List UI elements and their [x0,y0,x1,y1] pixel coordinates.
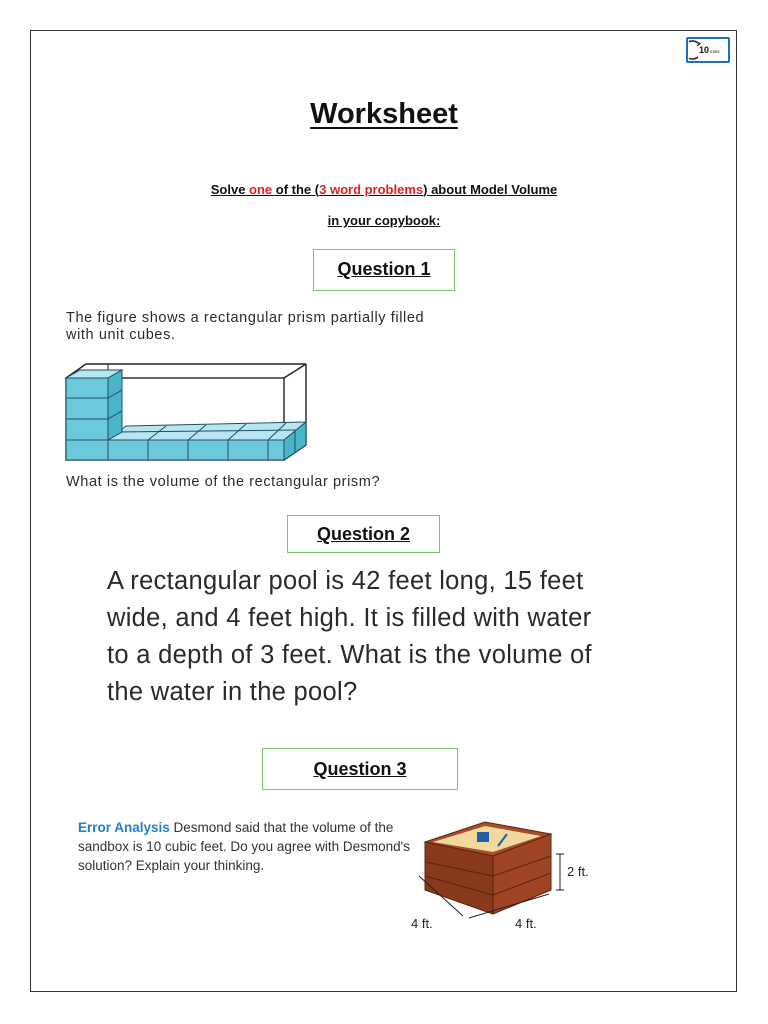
question-1-prompt: The figure shows a rectangular prism partially filled with unit cubes. [66,310,425,343]
instruction-emphasis-one: one [249,182,273,197]
question-2-label: Question 2 [287,515,440,553]
error-analysis-heading: Error Analysis [78,820,170,835]
question-3-label: Question 3 [262,748,458,790]
question-1-question: What is the volume of the rectangular prism? [66,474,381,490]
width-label: 4 ft. [411,916,433,930]
instruction-line-1 [0,182,768,197]
timer-unit: mins [710,49,720,54]
question-3-body: Desmond said that the volume of the sandbox is 10 cubic feet. Do you agree with Desmond's solution? Explain your thinking. [78,820,411,873]
timer-badge [686,37,730,63]
rectangular-prism-figure [60,360,315,470]
timer-number: 10 [699,45,710,55]
length-label: 4 ft. [515,916,537,930]
instruction-text: ) about Model Volume [423,182,558,197]
timer-icon [689,40,727,60]
instruction-text: of the ( [272,182,320,197]
question-3-text [78,818,413,875]
height-label: 2 ft. [567,864,589,879]
question-2-text: A rectangular pool is 42 feet long, 15 feet wide, and 4 feet high. It is filled with water to a depth of 3 feet. What is the volume of the water in the pool? [107,567,592,706]
instruction-emphasis-problems: 3 word problems [319,182,424,197]
instruction-line-2: in your copybook: [327,213,441,228]
question-1-label: Question 1 [313,249,455,291]
sandbox-figure [405,818,605,930]
instruction-text: Solve [210,182,250,197]
page-title: Worksheet [310,98,458,130]
